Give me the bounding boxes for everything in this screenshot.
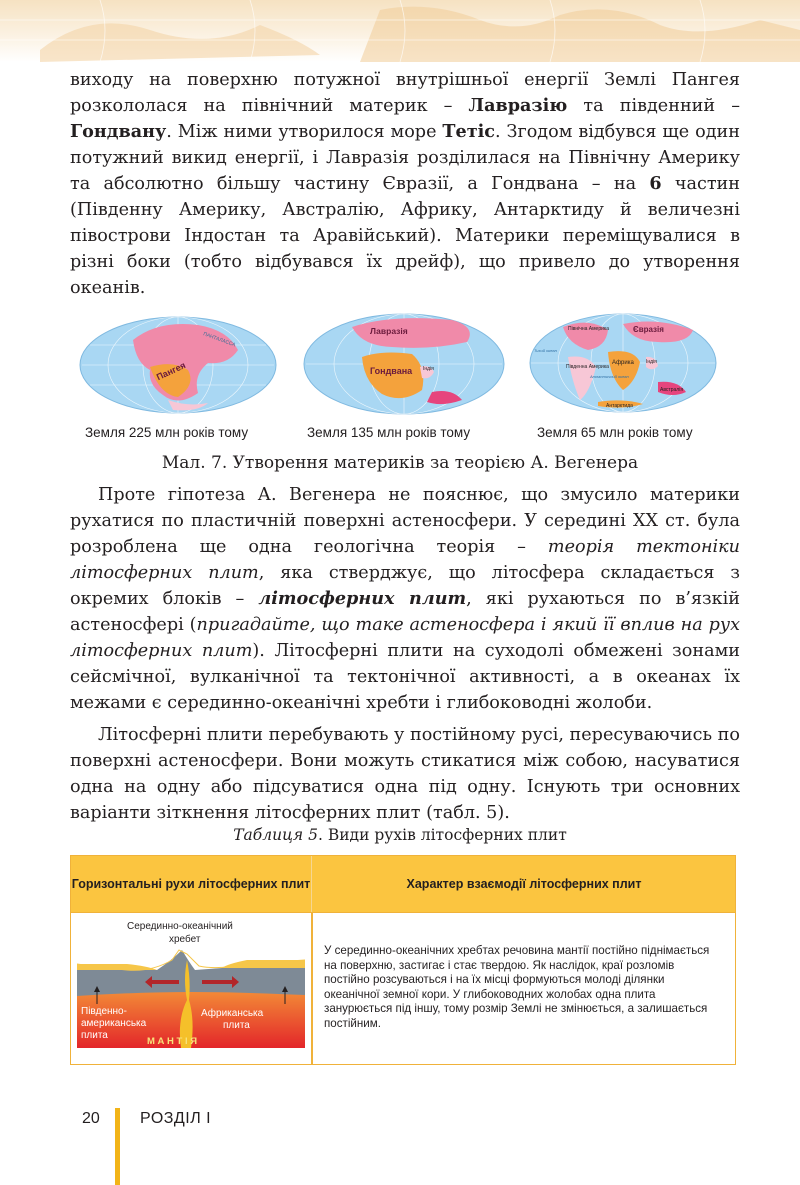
label-ridge-line1: Серединно-океанічний [127,921,233,932]
label-african-plate-2: плита [223,1020,250,1031]
globe-225-ma [78,315,278,415]
globe-caption-225: Земля 225 млн років тому [85,425,249,440]
label-eurasia: Євразія [633,325,664,334]
globe-135-ma [302,312,506,416]
label-mantle: М А Н Т І Я [147,1036,198,1047]
globe-caption-65: Земля 65 млн років тому [537,425,693,440]
globe-65-ma [528,312,718,414]
table-header [71,856,735,913]
header-decoration [0,0,800,62]
label-laurasia: Лавразія [370,326,408,336]
footer-accent-bar [115,1108,120,1185]
label-atlantic: Атлантичний океан [590,374,629,379]
label-south-american-plate-2: американська [81,1018,147,1029]
world-map-decoration [0,0,800,62]
plate-movement-table [70,855,736,1065]
label-south-american-plate-1: Південно- [81,1006,127,1017]
label-south-america: Південна Америка [566,364,609,370]
label-australia: Австралія [660,387,684,393]
section-title: РОЗДІЛ І [140,1110,212,1127]
label-india-135: Індія [423,366,434,372]
label-pacific: Тихий океан [534,348,557,353]
label-african-plate-1: Африканська [201,1008,264,1019]
globe-caption-135: Земля 135 млн років тому [307,425,471,440]
label-india-65: Індія [646,359,657,365]
paragraph-pangea-split: виходу на поверхню потужної внутрішньої енергії Землі Пангея розкололася на північний материк – Лавразію та південний – Гондвану. Між ними утворилося море Тетіс. Згодом відбувся ще один потужний викид енергії, і Лавразія розділилася на Північну Америку та абсолютно більшу частину Євразії, а Гондвана – на 6 частин (Південну Америку, Австралію, Африку, Антарктиду й величезні півострови Індостан та Аравійський). Материки переміщувалися в різні боки (тобто відбувався їх дрейф), що привело до утворення океанів. [70,70,740,298]
label-antarctica: Антарктида [606,403,633,409]
label-panthalassa: ПАНТАЛАССА [202,331,237,349]
table-caption: Таблиця 5. Види рухів літосферних плит [233,826,567,844]
mid-ocean-ridge-diagram [77,920,305,1048]
table-column-divider [311,913,313,1064]
label-south-american-plate-3: плита [81,1030,108,1041]
label-ridge-line2: хребет [169,934,201,945]
table-header-col1: Горизонтальні рухи літосферних плит [71,856,312,912]
label-north-america: Північна Америка [568,326,609,332]
paragraph-plate-movement: Літосферні плити перебувають у постійному русі, пересуваючись по поверхні астеносфери. Вони можуть стикатися між собою, насуватися одна на одну або підсуватися одна під одну. Існують три основних варіанти зіткнення літосферних плит (табл. 5). [70,725,740,823]
label-africa: Африка [612,360,634,366]
paragraph-plate-tectonics: Проте гіпотеза А. Вегенера не пояснює, що змусило материки рухатися по пластичній поверхні астеносфери. У середині XX ст. була розроблена ще одна геологічна теорія – теорія тектоніки літосферних плит, яка стверджує, що літосфера складається з окремих блоків – літосферних плит, які рухаються по в’язкій астеносфері (пригадайте, що таке астеносфера і який її вплив на рух літосферних плит). Літосферні плити на суходолі обмежені зонами сейсмічної, вулканічної та тектонічної активності, а в океанах їх межами є серединно-океанічні хребти і глибоководні жолоби. [70,485,741,713]
table-description: У серединно-океанічних хребтах речовина мантії постійно піднімається на поверхню, застигає і стає твердою. Як наслідок, краї розломів постійно розсуваються і на їх місці формуються молоді ділянки океанічної земної кори. У глибоководних жолобах одна плита занурюється під іншу, тому розмір Землі не змінюється, а залишається постійним. [324,944,710,1030]
figure-caption: Мал. 7. Утворення материків за теорією А. Вегенера [161,453,639,473]
page-number: 20 [82,1110,100,1127]
label-pangea: Пангея [154,360,188,383]
table-header-col2: Характер взаємодії літосферних плит [406,877,642,891]
label-gondwana: Гондвана [370,366,413,376]
